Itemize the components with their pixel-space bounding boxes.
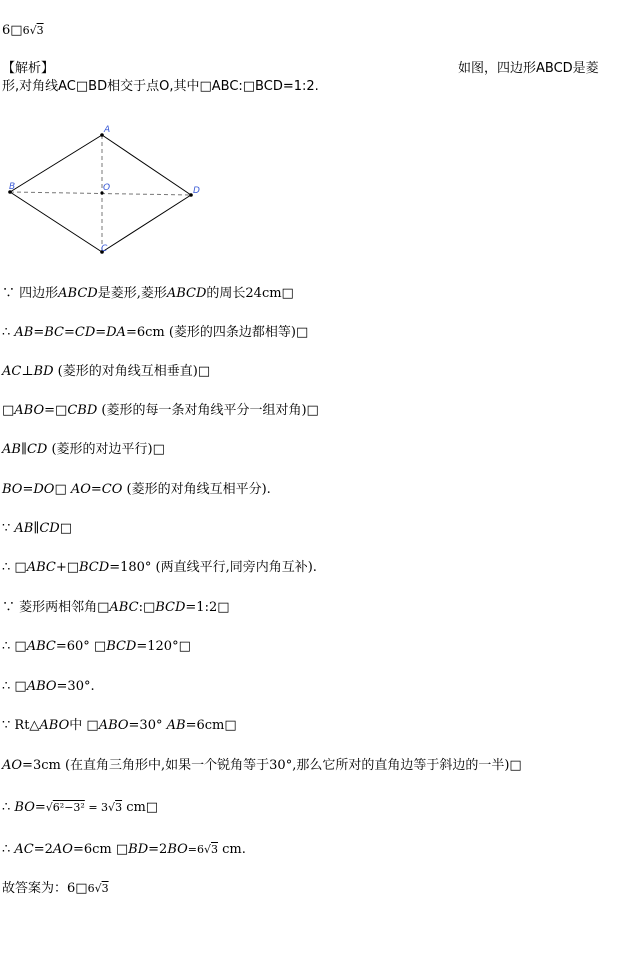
step-text: =2: [33, 842, 53, 857]
analysis-tag: 【解析】: [2, 61, 55, 76]
step-text: □: [54, 482, 71, 497]
analysis-intro-line2: 形,对角线AC□BD相交于点O,其中□ABC:□BCD=1:2.: [2, 79, 319, 94]
step-text: =2: [148, 842, 168, 857]
edge-cd: [102, 195, 191, 252]
math-angle: ABO: [26, 679, 57, 694]
answer-coef: 6: [22, 24, 30, 37]
math-parallel: AB∥CD: [14, 521, 60, 536]
step-3: [2, 363, 210, 381]
step-text: ∵: [2, 521, 15, 536]
math-angle: ABC: [26, 639, 56, 654]
radicand: 6²−3²: [52, 801, 85, 814]
final-answer: [2, 880, 109, 898]
step-text: =: [34, 800, 46, 815]
label-b: B: [9, 182, 16, 192]
step-9: [2, 599, 230, 617]
label-c: C: [101, 244, 108, 254]
math-sides: AB=BC=CD=DA: [14, 325, 126, 340]
step-text: =1:2□: [185, 600, 230, 615]
step-12: [2, 717, 237, 735]
math-angle: BCD: [79, 560, 110, 575]
step-text: =6: [187, 843, 204, 856]
step-text: 中 □: [69, 718, 99, 733]
step-text: +□: [55, 560, 80, 575]
step-text: =3cm (在直角三角形中,如果一个锐角等于30°,那么它所对的直角边等于斜边的一半)□: [22, 758, 522, 773]
step-13: [2, 757, 522, 775]
math-angle: ABO: [14, 403, 45, 418]
step-text: (菱形的对角线互相平分).: [122, 482, 271, 497]
math-side: AO: [2, 758, 23, 773]
step-text: = 3: [84, 801, 109, 814]
step-text: =30°: [128, 718, 167, 733]
step-text: =30°.: [56, 679, 95, 694]
label-o: O: [103, 183, 111, 193]
math-parallel: AB∥CD: [2, 442, 48, 457]
math-side: BD: [128, 842, 149, 857]
radicand: 3: [115, 801, 123, 814]
step-text: ∵ 菱形两相邻角□: [2, 600, 110, 615]
edge-da: [102, 135, 191, 195]
step-text: =6cm□: [185, 718, 237, 733]
step-4: [2, 402, 319, 420]
step-text: ∵ Rt△: [2, 718, 40, 733]
math-side: AC: [14, 842, 34, 857]
sqrt-symbol: √: [94, 882, 102, 895]
step-text: cm□: [122, 800, 159, 815]
step-text: =60° □: [55, 639, 107, 654]
step-text: =6cm □: [72, 842, 129, 857]
step-5: [2, 441, 165, 459]
math-angle: ABO: [98, 718, 129, 733]
math-angle: CBD: [67, 403, 98, 418]
step-text: 是菱形,菱形: [97, 286, 167, 301]
sqrt-symbol: √: [29, 24, 37, 37]
math-eq: BO=DO: [2, 482, 55, 497]
step-text: 的周长24cm□: [206, 286, 294, 301]
step-text: ∴: [2, 800, 15, 815]
step-text: =6cm (菱形的四条边都相等)□: [125, 325, 309, 340]
sqrt-symbol: √: [45, 801, 53, 814]
step-text: =□: [44, 403, 68, 418]
sqrt-symbol: √: [108, 801, 116, 814]
step-text: ∵ 四边形: [2, 286, 59, 301]
final-answer-coef: 6: [87, 882, 95, 895]
step-text: ∴: [2, 325, 15, 340]
step-text: (菱形的对角线互相垂直)□: [53, 364, 211, 379]
step-text: =180° (两直线平行,同旁内角互补).: [109, 560, 317, 575]
math-side: BO: [167, 842, 188, 857]
step-text: ∴ □: [2, 679, 27, 694]
step-14: [2, 799, 158, 817]
radicand: 3: [211, 843, 218, 856]
math-perp: AC⊥BD: [2, 364, 54, 379]
answer-lead: 6□: [2, 23, 23, 38]
math-angle: ABC: [109, 600, 139, 615]
sqrt-symbol: √: [203, 843, 211, 856]
math-angle: ABC: [26, 560, 56, 575]
math-side: AO: [52, 842, 73, 857]
math-angle: BCD: [155, 600, 186, 615]
step-7: [2, 520, 72, 538]
step-text: cm.: [218, 842, 246, 857]
step-8: [2, 559, 317, 577]
step-text: (菱形的对边平行)□: [47, 442, 165, 457]
math-eq: AO=CO: [70, 482, 123, 497]
analysis-intro-right: 如图，四边形ABCD是菱: [458, 61, 599, 76]
final-answer-label: 故答案为：6□: [2, 881, 88, 896]
step-6: [2, 481, 271, 499]
rhombus-figure: [0, 118, 210, 258]
step-text: ∴: [2, 842, 15, 857]
answer-top: [2, 22, 44, 40]
edge-bc: [10, 192, 102, 252]
step-10: [2, 638, 191, 656]
math-abcd: ABCD: [166, 286, 207, 301]
step-15: [2, 841, 246, 859]
step-text: =120°□: [136, 639, 191, 654]
math-angle: BCD: [106, 639, 137, 654]
radicand: 3: [101, 882, 109, 895]
step-2: [2, 324, 308, 342]
edge-ab: [10, 135, 102, 192]
label-d: D: [193, 186, 200, 196]
math-abcd: ABCD: [58, 286, 98, 301]
step-11: [2, 678, 95, 696]
math-triangle: ABO: [39, 718, 70, 733]
step-text: □: [2, 403, 15, 418]
math-side: AB: [166, 718, 186, 733]
step-text: (菱形的每一条对角线平分一组对角)□: [97, 403, 319, 418]
label-a: A: [104, 125, 111, 135]
step-1: [2, 285, 294, 303]
step-text: ∴ □: [2, 639, 27, 654]
answer-radicand: 3: [36, 24, 44, 37]
step-text: □: [59, 521, 73, 536]
step-text: ∴ □: [2, 560, 27, 575]
step-text: :□: [138, 600, 156, 615]
math-side: BO: [14, 800, 35, 815]
